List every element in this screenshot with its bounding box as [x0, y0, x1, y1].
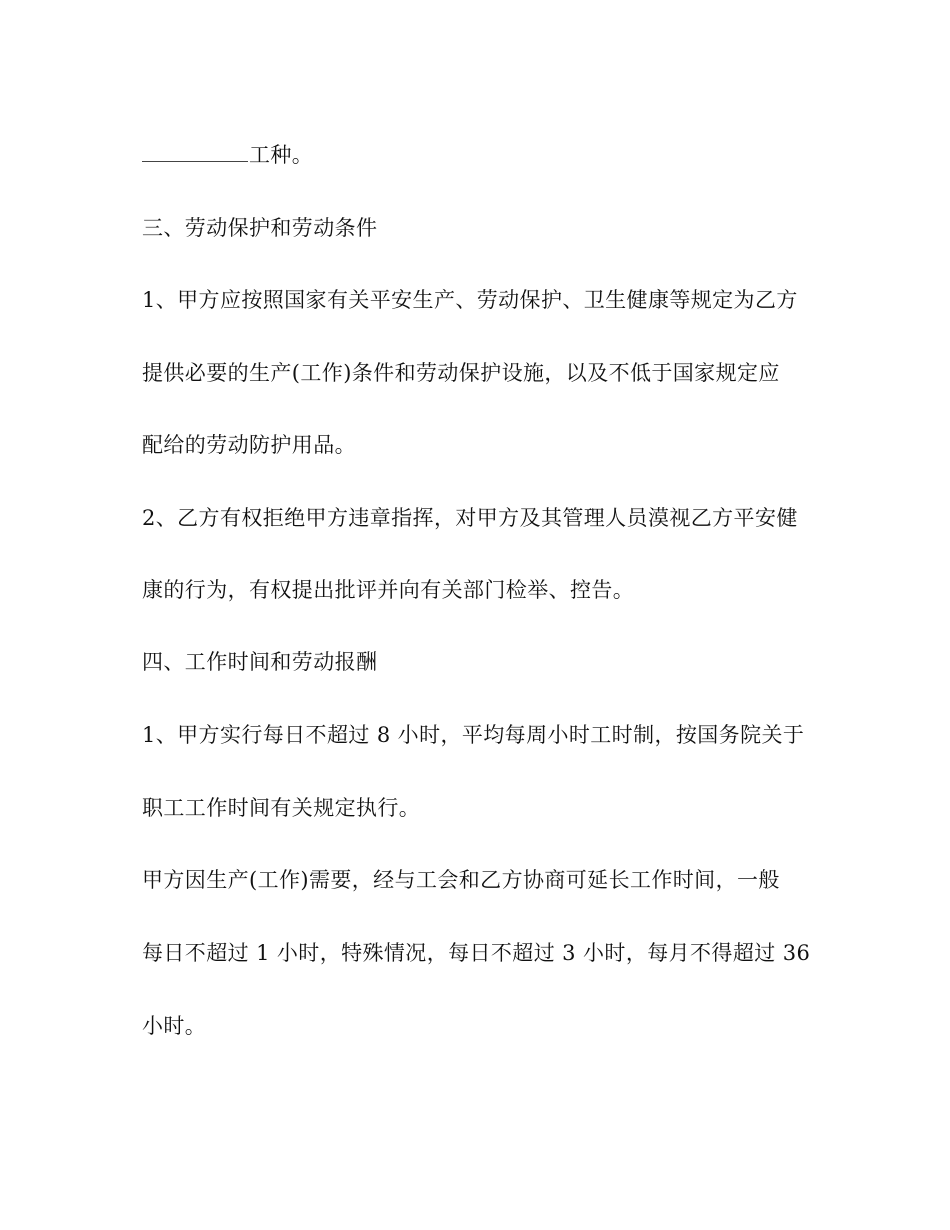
job-type-text: 工种。 [249, 143, 314, 167]
clause-line: 提供必要的生产(工作)条件和劳动保护设施，以及不低于国家规定应 [142, 361, 780, 385]
clause-line: 小时。 [142, 1014, 207, 1038]
clause-line: 职工工作时间有关规定执行。 [142, 796, 421, 820]
paragraph-job-type-line [142, 141, 313, 169]
fill-in-blank[interactable] [142, 143, 248, 162]
clause-line: 1、甲方实行每日不超过 8 小时，平均每周小时工时制，按国务院关于 [142, 723, 805, 747]
clause-line: 2、乙方有权拒绝甲方违章指挥，对甲方及其管理人员漠视乙方平安健 [142, 506, 798, 530]
clause-line: 每日不超过 1 小时，特殊情况，每日不超过 3 小时，每月不得超过 36 [142, 941, 811, 965]
clause-line: 配给的劳动防护用品。 [142, 433, 356, 457]
clause-line: 1、甲方应按照国家有关平安生产、劳动保护、卫生健康等规定为乙方 [142, 288, 798, 312]
clause-line: 甲方因生产(工作)需要，经与工会和乙方协商可延长工作时间，一般 [142, 868, 780, 892]
section-heading-work-hours: 四、工作时间和劳动报酬 [142, 650, 378, 674]
section-heading-labor-protection: 三、劳动保护和劳动条件 [142, 216, 378, 240]
clause-line: 康的行为，有权提出批评并向有关部门检举、控告。 [142, 578, 635, 602]
